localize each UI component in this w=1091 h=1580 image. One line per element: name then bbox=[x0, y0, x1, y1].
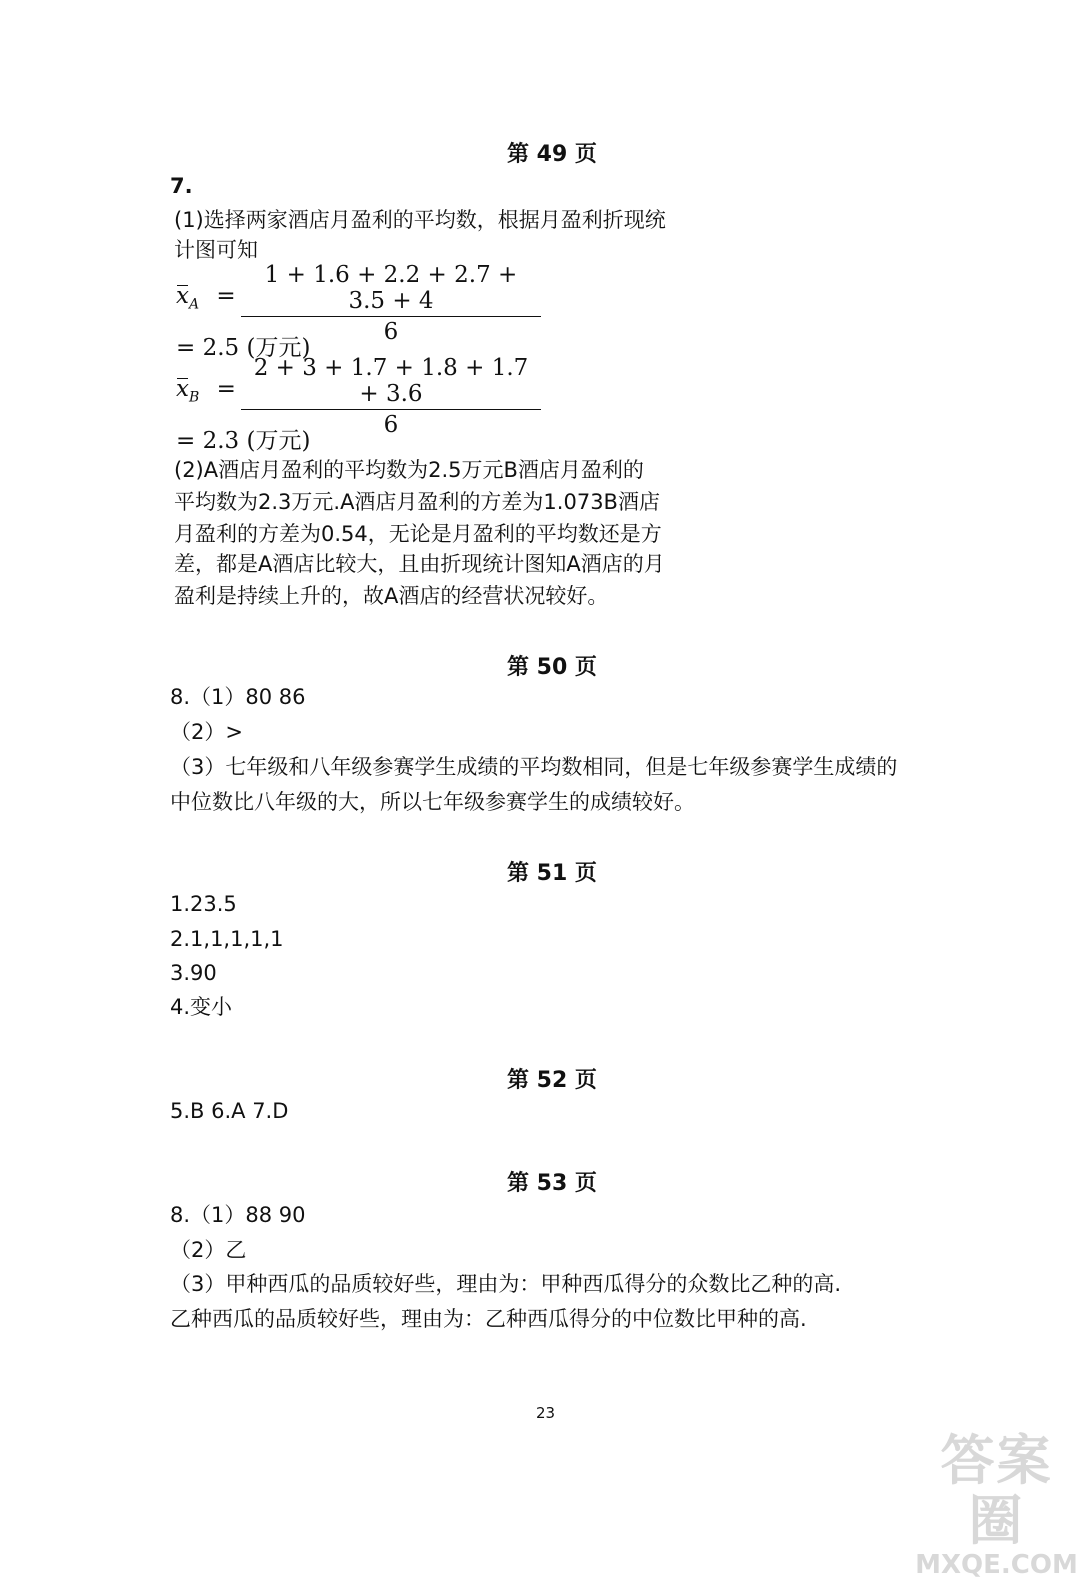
p50-line4: 中位数比八年级的大，所以七年级参赛学生的成绩较好。 bbox=[170, 790, 695, 814]
p51-line1: 1.23.5 bbox=[170, 892, 237, 916]
xB-numerator: 2 + 3 + 1.7 + 1.8 + 1.7 + 3.6 bbox=[253, 355, 529, 407]
xB-denominator: 6 bbox=[383, 412, 399, 438]
p53-line4: 乙种西瓜的品质较好些，理由为：乙种西瓜得分的中位数比甲种的高. bbox=[170, 1307, 807, 1331]
xA-sub: A bbox=[188, 296, 200, 313]
q7-part2-line4: 差，都是A酒店比较大，且由折现统计图知A酒店的月 bbox=[174, 552, 665, 576]
p51-line2: 2.1,1,1,1,1 bbox=[170, 927, 284, 951]
xA-result: = 2.5 (万元) bbox=[176, 335, 311, 361]
section-header-p50: 第 50 页 bbox=[507, 655, 597, 680]
q7-part2-line3: 月盈利的方差为0.54，无论是月盈利的平均数还是方 bbox=[174, 522, 662, 546]
p50-line1: 8.（1）80 86 bbox=[170, 685, 306, 709]
q7-part1-line1: (1)选择两家酒店月盈利的平均数，根据月盈利折现统 bbox=[174, 208, 666, 232]
section-header-p52: 第 52 页 bbox=[507, 1068, 597, 1093]
xB-label: $x_B$ = bbox=[176, 376, 236, 406]
watermark-cn: 答案圈 bbox=[940, 1429, 1053, 1552]
question-number-7: 7. bbox=[170, 174, 193, 198]
page-number: 23 bbox=[536, 1404, 556, 1422]
q7-part1-line2: 计图可知 bbox=[174, 238, 258, 262]
watermark-logo bbox=[914, 1429, 1079, 1580]
xA-label: $x_A$ = bbox=[176, 283, 236, 313]
p53-line2: （2）乙 bbox=[170, 1238, 247, 1262]
p52-line1: 5.B 6.A 7.D bbox=[170, 1099, 289, 1123]
q7-part2-line2: 平均数为2.3万元.A酒店月盈利的方差为1.073B酒店 bbox=[174, 490, 660, 514]
watermark-en: MXQE.COM bbox=[915, 1550, 1078, 1580]
xA-var: x bbox=[176, 283, 189, 309]
p53-line3: （3）甲种西瓜的品质较好些，理由为：甲种西瓜得分的众数比乙种的高. bbox=[170, 1272, 842, 1296]
xA-denominator: 6 bbox=[383, 319, 399, 345]
xB-result: = 2.3 (万元) bbox=[176, 428, 311, 454]
section-header-p53: 第 53 页 bbox=[507, 1171, 597, 1196]
p51-line3: 3.90 bbox=[170, 961, 217, 985]
q7-part2-line5: 盈利是持续上升的，故A酒店的经营状况较好。 bbox=[174, 584, 609, 608]
section-header-p49: 第 49 页 bbox=[507, 142, 597, 167]
xB-sub: B bbox=[188, 389, 200, 406]
p51-line4: 4.变小 bbox=[170, 995, 233, 1019]
section-header-p51: 第 51 页 bbox=[507, 861, 597, 886]
p50-line2: （2）> bbox=[170, 720, 243, 744]
xB-var: x bbox=[176, 376, 189, 402]
p53-line1: 8.（1）88 90 bbox=[170, 1203, 306, 1227]
q7-part2-line1: (2)A酒店月盈利的平均数为2.5万元B酒店月盈利的 bbox=[174, 458, 644, 482]
xA-numerator: 1 + 1.6 + 2.2 + 2.7 + 3.5 + 4 bbox=[264, 262, 518, 314]
p50-line3: （3）七年级和八年级参赛学生成绩的平均数相同，但是七年级参赛学生成绩的 bbox=[170, 755, 898, 779]
